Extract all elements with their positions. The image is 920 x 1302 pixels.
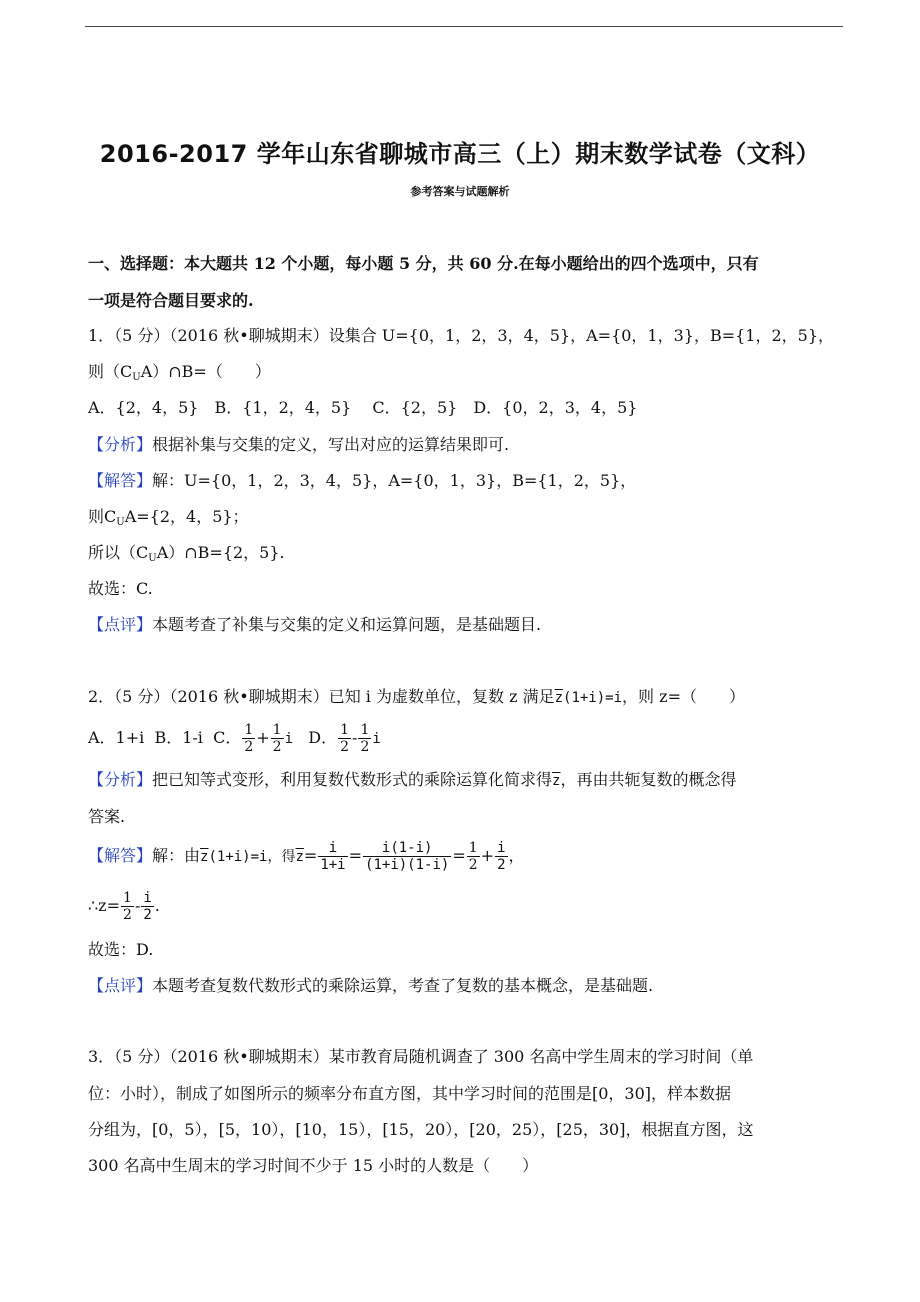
q3-stem-line3: 分组为，[0，5），[5，10），[10，15），[15，20），[20，25），[25，30]，根据直方图，这 <box>88 1120 754 1139</box>
q2-zbar: $\overline{z}$ <box>554 690 564 706</box>
q3-stem-line4: 300 名高中生周末的学习时间不少于 15 小时的人数是（ ） <box>88 1156 539 1175</box>
fraction: $\frac{i}{2}$ <box>497 840 506 873</box>
q2-solution-zbar2: $\overline{z}$ <box>295 849 304 865</box>
q2-answer: 故选：D. <box>88 940 154 959</box>
imag-unit: i <box>284 731 294 747</box>
fraction: $\frac{1}{2}$ <box>272 722 282 755</box>
q2-analysis-tag: 【分析】 <box>88 770 153 789</box>
q2-comment <box>88 974 653 998</box>
q2-stem-pre: 2．（5 分）（2016 秋•聊城期末）已知 i 为虚数单位，复数 z 满足 <box>88 687 555 706</box>
fraction: $\frac{i}{2}$ <box>143 890 152 923</box>
comma: ， <box>508 846 525 865</box>
q1-analysis-tag: 【分析】 <box>88 435 153 454</box>
q2-option-c: C． <box>213 728 242 747</box>
q1-comment-tag: 【点评】 <box>88 615 153 634</box>
q2-analysis-zbar: $\overline{z}$ <box>552 773 561 789</box>
q1-options: A．{2，4，5} B．{1，2，4，5} C．{2，5} D．{0，2，3，4，5} <box>88 398 638 417</box>
q1-step1-post: A={2，4，5}； <box>124 507 249 526</box>
q1-analysis-text: 根据补集与交集的定义，写出对应的运算结果即可. <box>152 435 510 454</box>
fraction: $\frac{i}{1+i}$ <box>320 840 346 873</box>
q2-therefore-text: ∴z= <box>88 896 121 915</box>
fraction: $\frac{i(1-i)}{(1+i)(1-i)}$ <box>365 840 450 873</box>
q2-option-a: A．1+i <box>88 728 145 747</box>
q3-stem-line2: 位：小时），制成了如图所示的频率分布直方图，其中学习时间的范围是[0，30]，样本数据 <box>88 1084 732 1103</box>
equals-sign: = <box>303 846 318 865</box>
q2-stem <box>88 685 745 710</box>
section-heading-line1: 一、选择题：本大题共 12 个小题，每小题 5 分，共 60 分.在每小题给出的四个选项中，只有 <box>88 254 759 273</box>
q1-solution-tag: 【解答】 <box>88 471 153 490</box>
minus-sign: - <box>352 728 358 747</box>
q1-step1-sub: U <box>116 517 125 528</box>
fraction: $\frac{1}{2}$ <box>360 722 370 755</box>
imag-unit: i <box>372 731 381 747</box>
q1-subscript-u: U <box>132 372 141 383</box>
q2-stem-post: ，则 z=（ ） <box>622 687 745 706</box>
q1-answer: 故选：C. <box>88 579 153 598</box>
plus-sign: + <box>480 846 495 865</box>
plus-sign: + <box>256 728 270 747</box>
q1-comment <box>88 613 541 637</box>
page-subtitle: 参考答案与试题解析 <box>410 185 510 198</box>
q2-analysis-line2: 答案. <box>88 807 126 826</box>
equals-sign: = <box>348 846 363 865</box>
q1-step1 <box>88 505 249 535</box>
q2-solution-tag: 【解答】 <box>88 846 153 865</box>
q1-solution-text: 解：U={0，1，2，3，4，5}，A={0，1，3}，B={1，2，5}， <box>152 471 637 490</box>
fraction: $\frac{1}{2}$ <box>340 722 350 755</box>
fraction: $\frac{1}{2}$ <box>123 890 132 923</box>
q2-analysis-post: ，再由共轭复数的概念得 <box>560 770 737 789</box>
fraction: $\frac{1}{2}$ <box>468 840 478 873</box>
q1-analysis <box>88 433 509 457</box>
q1-stem2-pre: 则（C <box>88 362 133 381</box>
q2-solution <box>88 836 525 877</box>
q2-solution-pre: 解：由 <box>152 846 201 865</box>
q2-analysis-pre: 把已知等式变形，利用复数代数形式的乘除运算化简求得 <box>152 770 553 789</box>
header-rule <box>85 26 843 27</box>
section-heading-line2: 一项是符合题目要求的. <box>88 291 254 310</box>
minus-sign: - <box>134 896 141 915</box>
q2-analysis <box>88 768 736 793</box>
q2-option-d: D． <box>308 728 338 747</box>
q1-step2-pre: 所以（C <box>88 543 149 562</box>
equals-sign: = <box>452 846 466 865</box>
q1-stem2-post: A）∩B=（ ） <box>140 362 271 381</box>
q2-therefore <box>88 886 160 926</box>
q1-step2-post: A）∩B={2，5}. <box>156 543 285 562</box>
q1-step1-pre: 则C <box>88 507 117 526</box>
period: . <box>154 896 160 915</box>
q1-stem-line1: 1．（5 分）（2016 秋•聊城期末）设集合 U={0，1，2，3，4，5}，A={0，1，3}，B={1，2，5}， <box>88 326 835 345</box>
q2-comment-tag: 【点评】 <box>88 976 153 995</box>
q1-solution <box>88 469 636 493</box>
q2-solution-zbar: $\overline{z}$ <box>200 849 209 865</box>
q2-options <box>88 718 381 759</box>
q2-option-b: B．1-i <box>154 728 203 747</box>
q2-comment-text: 本题考查复数代数形式的乘除运算，考查了复数的基本概念，是基础题. <box>152 976 654 995</box>
page-title: 2016-2017 学年山东省聊城市高三（上）期末数学试卷（文科） <box>99 140 821 168</box>
q1-step2 <box>88 541 285 571</box>
q2-solution-mid: (1+i)=i，得 <box>208 849 296 865</box>
q1-step2-sub: U <box>148 553 157 564</box>
q3-stem-line1: 3．（5 分）（2016 秋•聊城期末）某市教育局随机调查了 300 名高中学生周末的学习时间（单 <box>88 1047 754 1066</box>
q1-stem-line2 <box>88 360 271 390</box>
q1-comment-text: 本题考查了补集与交集的定义和运算问题，是基础题目. <box>152 615 542 634</box>
q2-stem-eq: (1+i)=i <box>563 690 623 706</box>
fraction: $\frac{1}{2}$ <box>244 722 254 755</box>
